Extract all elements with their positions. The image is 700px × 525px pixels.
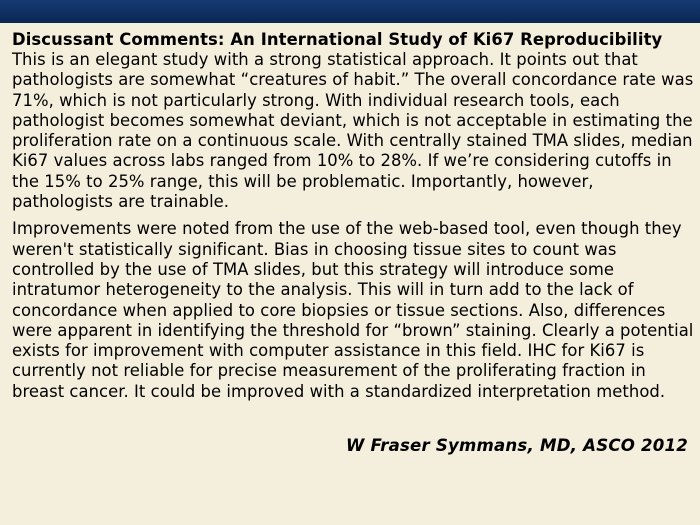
paragraph-2: Improvements were noted from the use of the web-based tool, even though they weren't statistically significant. Bias in choosing tissue sites to count was controlled by the use of TMA slides, but this strategy will introduce some intratumor heterogeneity to the analysis. This will in turn add to the lack of concordance when applied to core biopsies or tissue sections. Also, differences were apparent in identifying the threshold for “brown” staining. Clearly a potential exists for improvement with computer assistance in this field. IHC for Ki67 is currently not reliable for precise measurement of the proliferating fraction in breast cancer. It could be improved with a standardized interpretation method. (12, 219, 694, 401)
header-bar (0, 0, 700, 23)
slide-title: Discussant Comments: An International Study of Ki67 Reproducibility (12, 30, 663, 49)
paragraph-1: This is an elegant study with a strong statistical approach. It points out that pathologists are somewhat “creatures of habit.” The overall concordance rate was 71%, which is not particularly strong. With individual research tools, each pathologist becomes somewhat deviant, which is not acceptable in estimating the proliferation rate on a continuous scale. With centrally stained TMA slides, median Ki67 values across labs ranged from 10% to 28%. If we’re considering cutoffs in the 15% to 25% range, this will be problematic. Importantly, however, pathologists are trainable. (12, 50, 694, 212)
attribution: W Fraser Symmans, MD, ASCO 2012 (346, 436, 688, 455)
slide-content (12, 30, 694, 402)
